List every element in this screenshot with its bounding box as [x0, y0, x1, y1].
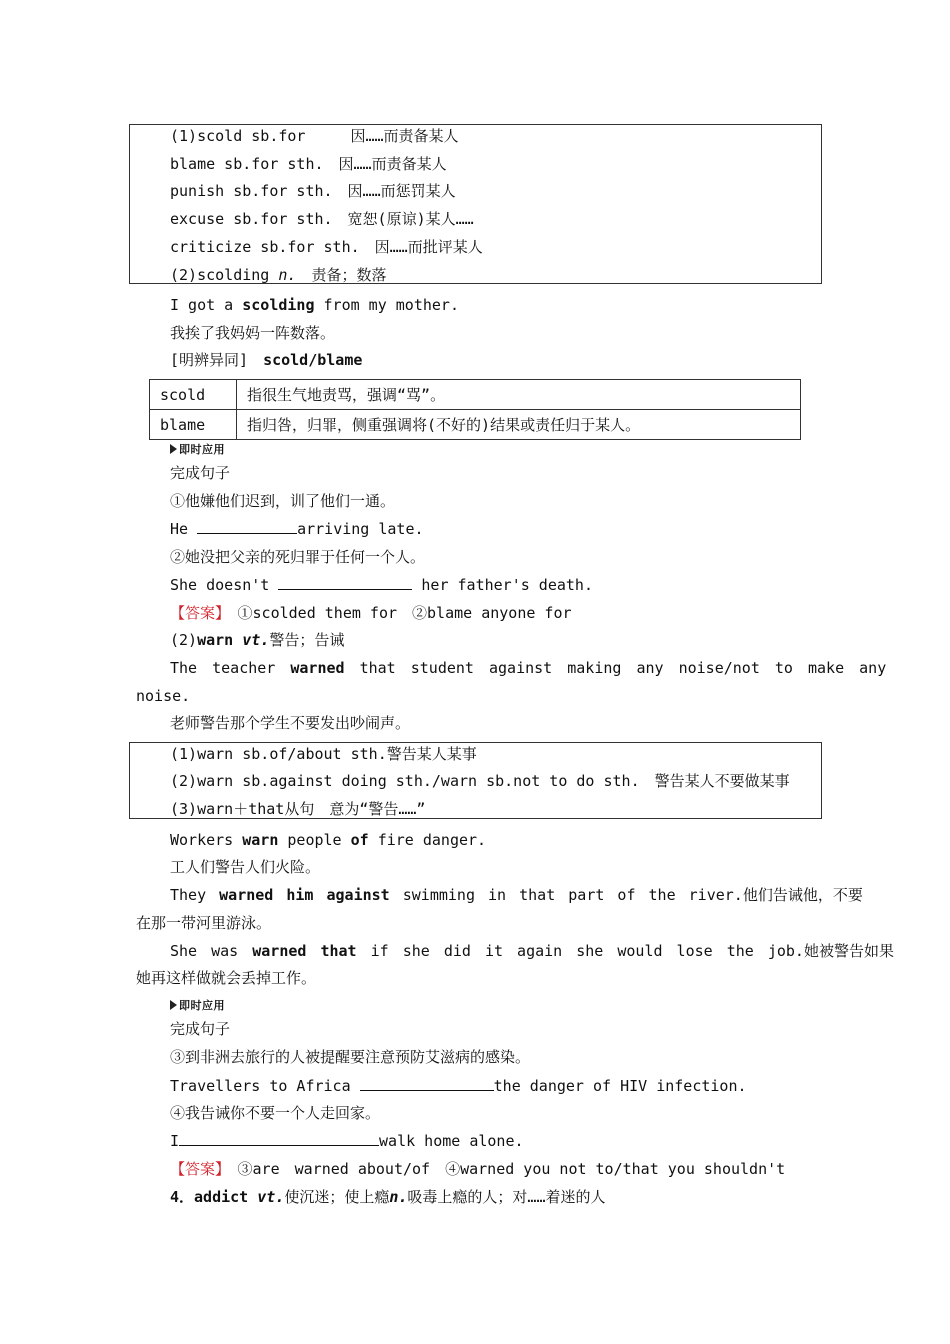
table-cell-meaning: 指归咎，归罪，侧重强调将(不好的)结果或责任归于某人。: [237, 410, 801, 440]
answer-label: 【答案】: [170, 604, 223, 622]
item-4-addict: 4．addict vt.使沉迷；使上瘾n.吸毒上瘾的人；对……着迷的人: [170, 1188, 606, 1206]
table-cell-word: scold: [150, 380, 237, 410]
phrase-punish: punish sb.for sth. 因……而惩罚某人: [170, 182, 456, 200]
instant-apply-tag: 即时应用: [170, 441, 225, 457]
example-warn-cn: 老师警告那个学生不要发出吵闹声。: [170, 714, 411, 732]
phrase-criticize: criticize sb.for sth. 因……而批评某人: [170, 238, 483, 256]
triangle-icon: [170, 1000, 177, 1010]
answer-blank[interactable]: [197, 519, 297, 534]
compare-heading: [明辨异同] scold/blame: [170, 351, 363, 369]
phrase-scold: (1)scold sb.for 因……而责备某人: [170, 127, 459, 145]
table-row: [150, 380, 801, 410]
answer-blank[interactable]: [360, 1076, 494, 1091]
example-warn-line2: noise.: [136, 687, 191, 705]
example-warn-that-line1: She was warned that if she did it again she would lose the job.她被警告如果: [170, 942, 894, 960]
phrase-box-scold: [129, 124, 822, 284]
triangle-icon: [170, 444, 177, 454]
warn-heading: (2)warn vt.警告；告诫: [170, 631, 345, 649]
table-cell-meaning: 指很生气地责骂，强调“骂”。: [237, 380, 801, 410]
table-cell-word: blame: [150, 410, 237, 440]
example-scolding-cn: 我挨了我妈妈一阵数落。: [170, 324, 336, 342]
example-warn-against-line2: 在那一带河里游泳。: [136, 914, 272, 932]
example-warn-of-cn: 工人们警告人们火险。: [170, 858, 321, 876]
answer-1: 【答案】 ①scolded them for ②blame anyone for: [170, 604, 572, 622]
complete-heading: 完成句子: [170, 1020, 231, 1038]
answer-label: 【答案】: [170, 1160, 223, 1178]
example-scolding: I got a scolding from my mother.: [170, 296, 459, 314]
answer-blank[interactable]: [278, 575, 412, 590]
phrase-blame: blame sb.for sth. 因……而责备某人: [170, 155, 447, 173]
complete-heading: 完成句子: [170, 464, 231, 482]
phrase-warn-3: (3)warn＋that从句 意为“警告……”: [170, 800, 426, 818]
question-2-cn: ②她没把父亲的死归罪于任何一个人。: [170, 548, 426, 566]
answer-2: 【答案】 ③are warned about/of ④warned you not to/that you shouldn't: [170, 1160, 786, 1178]
question-4-cn: ④我告诫你不要一个人走回家。: [170, 1104, 381, 1122]
question-1-cn: ①他嫌他们迟到，训了他们一通。: [170, 492, 396, 510]
table-row: [150, 410, 801, 440]
phrase-warn-1: (1)warn sb.of/about sth.警告某人某事: [170, 745, 477, 763]
example-warn-line1: The teacher warned that student against making any noise/not to make any: [170, 659, 887, 677]
phrase-scolding: (2)scolding n. 责备；数落: [170, 266, 387, 284]
answer-blank[interactable]: [179, 1131, 379, 1146]
phrase-excuse: excuse sb.for sth. 宽恕(原谅)某人……: [170, 210, 474, 228]
question-3: Travellers to Africa the danger of HIV infection.: [170, 1077, 747, 1095]
question-3-cn: ③到非洲去旅行的人被提醒要注意预防艾滋病的感染。: [170, 1048, 531, 1066]
example-warn-against-line1: They warned him against swimming in that part of the river.他们告诫他，不要: [170, 886, 863, 904]
instant-apply-tag: 即时应用: [170, 997, 225, 1013]
example-warn-of: Workers warn people of fire danger.: [170, 831, 487, 849]
question-4: I walk home alone.: [170, 1132, 524, 1150]
question-2: She doesn't her father's death.: [170, 576, 593, 594]
question-1: He arriving late.: [170, 520, 424, 538]
compare-table: [149, 379, 801, 440]
example-warn-that-line2: 她再这样做就会丢掉工作。: [136, 969, 317, 987]
phrase-warn-2: (2)warn sb.against doing sth./warn sb.not to do sth. 警告某人不要做某事: [170, 772, 790, 790]
